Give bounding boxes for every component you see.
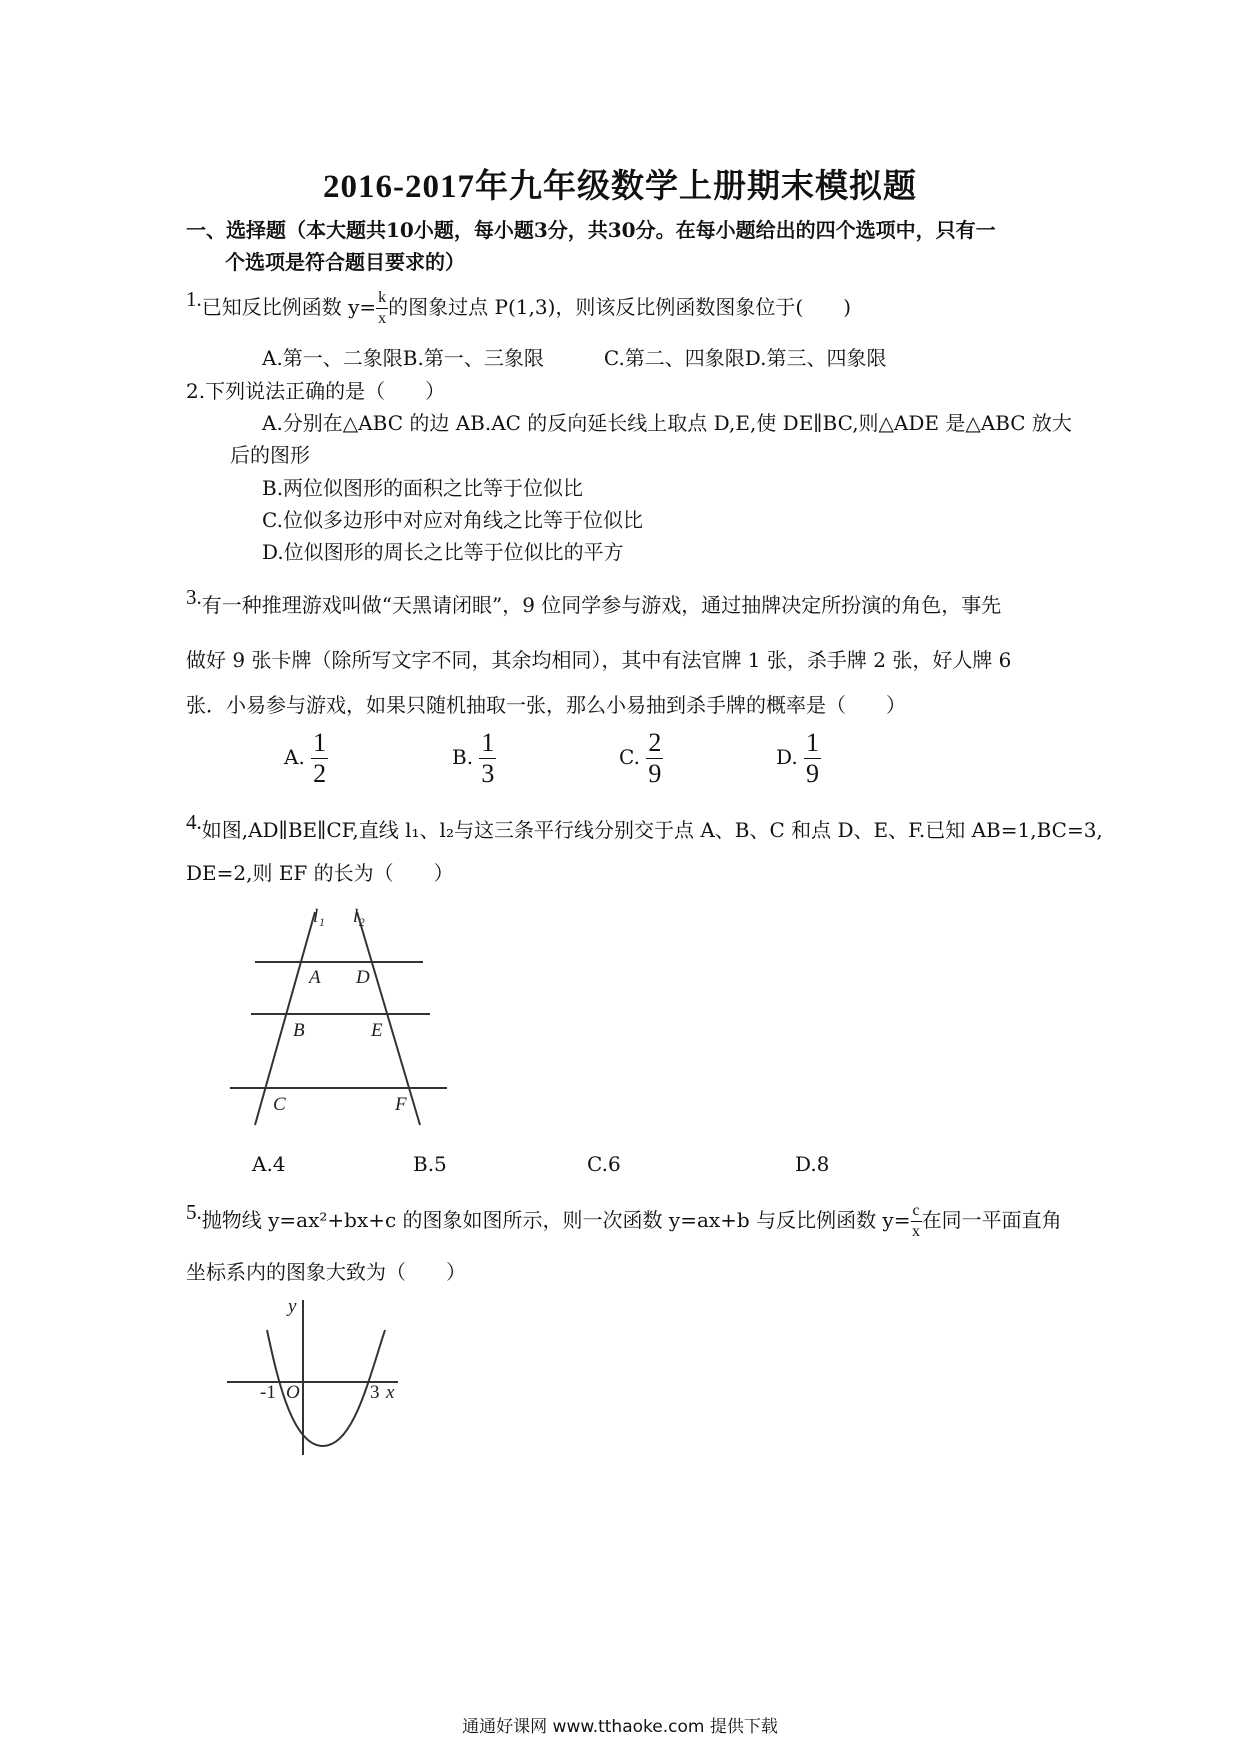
question-5-line2: 坐标系内的图象大致为（ ） (186, 1260, 466, 1284)
question-3-line3: 张．小易参与游戏，如果只随机抽取一张，那么小易抽到杀手牌的概率是（ ） (186, 693, 906, 717)
question-4-option-b: B.5 (413, 1152, 447, 1176)
label-three: 3 (370, 1382, 380, 1403)
footer-text: 通通好课网 www.tthaoke.com 提供下载 (462, 1717, 778, 1737)
label-x-axis: x (386, 1382, 395, 1403)
question-2-option-b: B.两位似图形的面积之比等于位似比 (262, 476, 584, 500)
label-b: B (293, 1020, 305, 1041)
option-a-fraction: $\frac{1}{2}$ (313, 728, 327, 788)
parallel-lines-figure (225, 900, 455, 1130)
question-3-line1: 3.有一种推理游戏叫做“天黑请闭眼”，9 位同学参与游戏，通过抽牌决定所扮演的角色，事先 (186, 585, 1002, 617)
section-heading-line2: 个选项是符合题目要求的） (225, 250, 465, 274)
label-d: D (356, 967, 370, 988)
parabola-curve (267, 1330, 385, 1446)
question-2-option-a: A.分别在△ABC 的边 AB.AC 的反向延长线上取点 D,E,使 DE∥BC,则△ADE 是△ABC 放大 (262, 411, 1072, 435)
question-4-option-d: D.8 (795, 1152, 830, 1176)
question-4-line1: 4.如图,AD∥BE∥CF,直线 l₁、l₂与这三条平行线分别交于点 A、B、C 和点 D、E、F.已知 AB=1,BC=3, (186, 810, 1103, 842)
label-origin: O (286, 1382, 300, 1403)
question-2-option-c: C.位似多边形中对应对角线之比等于位似比 (262, 508, 643, 532)
question-3-option-b: B. $\frac{1}{3}$ (452, 728, 495, 788)
page-title: 2016-2017年九年级数学上册期末模拟题 (323, 169, 917, 205)
question-1-pre: 已知反比例函数 y= (201, 295, 377, 319)
question-3-option-d: D. $\frac{1}{9}$ (776, 728, 820, 788)
label-f: F (395, 1094, 407, 1115)
label-y-axis: y (288, 1296, 297, 1317)
question-5-number: 5. (186, 1200, 202, 1224)
question-1-options: A.第一、二象限B.第一、三象限 C.第二、四象限D.第三、四象限 (262, 346, 887, 370)
question-4-line2: DE=2,则 EF 的长为（ ） (186, 861, 454, 885)
question-3-line2: 做好 9 张卡牌（除所写文字不同，其余均相同），其中有法官牌 1 张，杀手牌 2 张，好人牌 6 (186, 648, 1012, 672)
option-c-fraction: $\frac{2}{9}$ (648, 728, 662, 788)
question-2-stem: 2.下列说法正确的是（ ） (186, 379, 446, 403)
option-d-fraction: $\frac{1}{9}$ (806, 728, 820, 788)
question-1-fraction: $\frac{k}{x}$ (378, 289, 387, 327)
question-4-option-c: C.6 (587, 1152, 621, 1176)
label-l2: l₂ (353, 906, 365, 927)
question-1 (186, 287, 852, 327)
label-c: C (273, 1094, 286, 1115)
question-4-number: 4. (186, 810, 202, 834)
question-1-number: 1. (186, 287, 202, 311)
question-5-fraction: $\frac{c}{x}$ (912, 1202, 921, 1240)
label-l1: l₁ (313, 906, 325, 927)
label-neg-one: -1 (260, 1382, 276, 1403)
question-5-line1: 5.抛物线 y=ax²+bx+c 的图象如图所示，则一次函数 y=ax+b 与反比例函数 y= $\frac{c}{x}$ 在同一平面直角 (186, 1200, 1062, 1240)
line-l2 (357, 912, 420, 1125)
option-b-fraction: $\frac{1}{3}$ (481, 728, 495, 788)
question-1-post: 的图象过点 P(1,3)，则该反比例函数图象位于( ) (388, 295, 852, 319)
label-a: A (309, 967, 321, 988)
section-heading (186, 214, 1106, 278)
section-heading-line1: 一、选择题（本大题共10小题，每小题3分，共30分。在每小题给出的四个选项中，只有一 (186, 218, 996, 242)
question-4-option-a: A.4 (252, 1152, 286, 1176)
label-e: E (371, 1020, 383, 1041)
question-3-option-c: C. $\frac{2}{9}$ (619, 728, 662, 788)
question-2-option-d: D.位似图形的周长之比等于位似比的平方 (262, 540, 624, 564)
parabola-figure (222, 1290, 412, 1460)
question-3-option-a: A. $\frac{1}{2}$ (284, 728, 327, 788)
question-2-option-a-cont: 后的图形 (230, 443, 310, 467)
question-3-number: 3. (186, 585, 202, 609)
